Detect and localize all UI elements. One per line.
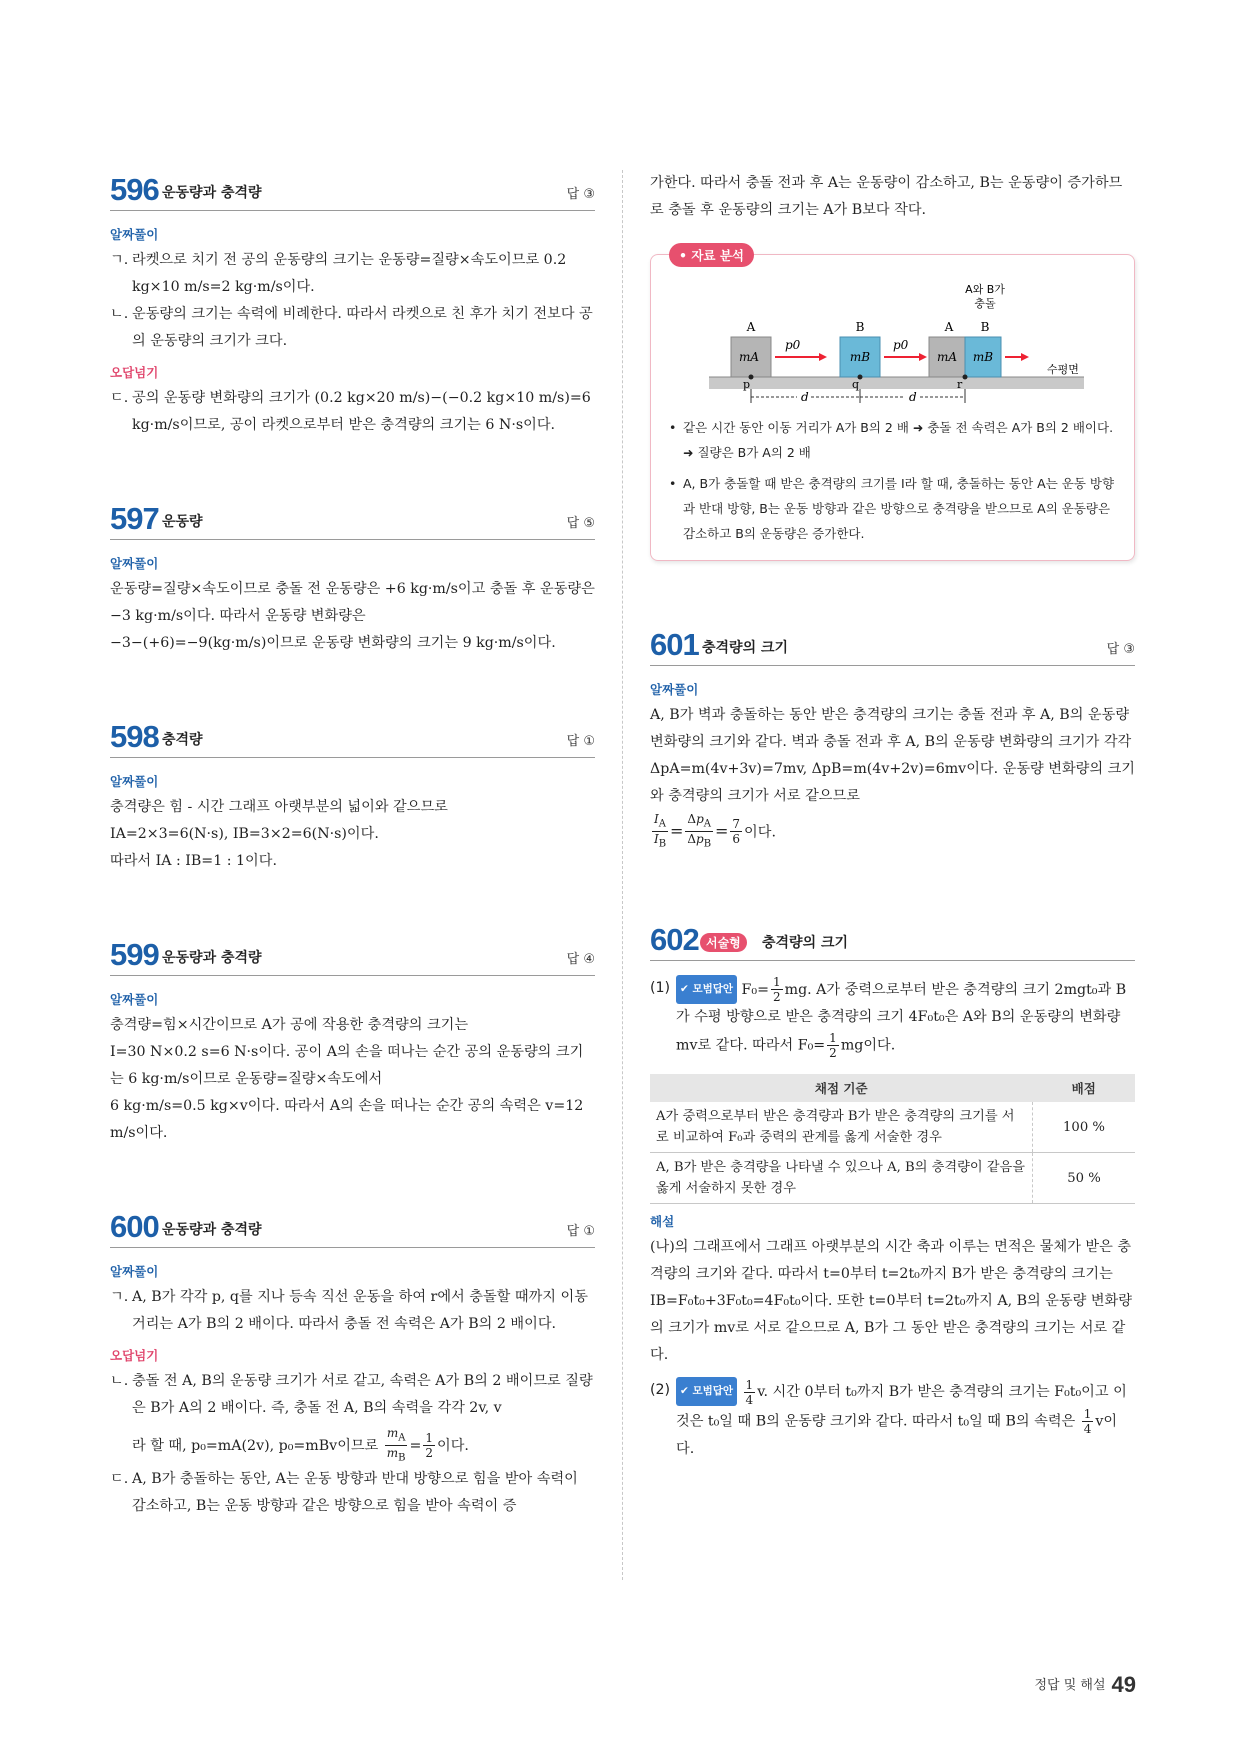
item-marker: ㄷ.: [110, 1470, 129, 1487]
floor-label: 수평면: [1047, 363, 1079, 376]
fraction-impulse-ratio: $\frac{I_A}{I_B}$: [653, 812, 667, 850]
question-header: [650, 625, 1135, 666]
fraction-half: $\frac{1}{2}$: [425, 1431, 433, 1461]
label-A: A: [746, 320, 756, 334]
question-602: [650, 920, 1135, 1463]
answer-label: 답 ③: [1106, 642, 1135, 657]
mass-B-collide: mB: [972, 350, 994, 364]
item-marker: ㄴ.: [110, 306, 129, 322]
item-text: 충돌 전 A, B의 운동량 크기가 서로 같고, 속력은 A가 B의 2 배이므로 질량은 B가 A의 2 배이다. 즉, 충돌 전 A, B의 속력을 각각 2v, v: [132, 1373, 593, 1416]
model-answer-tag: ✔ 모범답안: [676, 1377, 737, 1406]
paragraph: 충격량은 힘 - 시간 그래프 아랫부분의 넓이와 같으므로: [110, 799, 448, 815]
item-text: F₀=: [797, 1037, 826, 1054]
answer-label: 답 ④: [566, 952, 595, 967]
paragraph: IA=2×3=6(N·s), IB=3×2=6(N·s)이다.: [110, 826, 379, 842]
list-item: [110, 1368, 595, 1466]
fraction-seven-sixths: $\frac{7}{6}$: [732, 817, 741, 847]
label-collide-1: A와 B가: [965, 283, 1005, 296]
list-item: [110, 301, 595, 355]
table-cell: A가 중력으로부터 받은 충격량과 B가 받은 충격량의 크기를 서로 비교하여 F₀과 중력의 관계를 옳게 서술한 경우: [650, 1102, 1033, 1153]
item-text: 공의 운동량 변화량의 크기가 (0.2 kg×20 m/s)−(−0.2 kg×10 m/s)=6 kg·m/s이므로, 공이 라켓으로부터 받은 충격량의 크기는 6 N·s이다.: [132, 390, 591, 433]
question-header: [650, 920, 1135, 961]
item-text: mg. A가 중력으로부터 받은 충격량의 크기 2mgt₀과 B가 수평 방향으로 받은 충격량의 크기 4F₀t₀은 A와 B의 운동량의 변화량 mv로 같다. 따라서: [676, 981, 1127, 1054]
item-text: v. 시간 0부터 t₀까지 B가 받은 충격량의 크기는 F₀t₀이고 이것은 t₀일 때 B의 운동량 크기와 같다. 따라서 t₀일 때 B의 속력은: [676, 1384, 1127, 1430]
item-text: F₀=: [741, 981, 769, 998]
subheading: 알짜풀이: [110, 556, 159, 571]
label-r: r: [957, 378, 963, 391]
subheading: 해설: [650, 1214, 675, 1230]
table-cell: 50 %: [1033, 1153, 1136, 1204]
question-597: [110, 499, 595, 657]
list-item: [110, 1284, 595, 1338]
list-item: [110, 385, 595, 439]
footer-label: 정답 및 해설: [1034, 1678, 1106, 1693]
arrow-head: [1021, 353, 1029, 361]
table-row: [650, 1153, 1135, 1204]
table-header: 배점: [1033, 1074, 1136, 1102]
floor: [709, 377, 1084, 389]
item-marker: ㄱ.: [110, 1289, 129, 1305]
essay-badge: 서술형: [700, 933, 747, 952]
mass-A-collide: mA: [936, 350, 958, 364]
question-header: [110, 935, 595, 976]
bullet-dot: •: [669, 420, 677, 435]
subheading: 알짜풀이: [110, 1264, 159, 1279]
label-B-collide: B: [980, 320, 990, 334]
item-text: 라 할 때, p₀=mA(2v), p₀=mBv이므로: [132, 1437, 379, 1454]
paragraph-continued: 가한다. 따라서 충돌 전과 후 A는 운동량이 감소하고, B는 운동량이 증가하므로 충돌 후 운동량의 크기는 A가 B보다 작다.: [650, 175, 1123, 218]
question-number: 599: [110, 937, 159, 972]
question-number: 597: [110, 501, 159, 536]
fraction-line: $\frac{I_A}{I_B}$ = $\frac{\Delta p_A}{\Delta p_B}$ = $\frac{7}{6}$ 이다.: [653, 812, 776, 850]
momentum-B: p0: [893, 338, 909, 352]
list-item: [110, 247, 595, 301]
item-text: 운동량의 크기는 속력에 비례한다. 따라서 라켓으로 친 후가 치기 전보다 공의 운동량의 크기가 크다.: [132, 306, 593, 349]
question-header: [110, 170, 595, 211]
answer-label: 답 ①: [566, 734, 595, 749]
question-header: [110, 717, 595, 758]
item-text: 이다.: [436, 1437, 469, 1454]
question-number: 600: [110, 1209, 159, 1244]
arrow-head: [919, 353, 927, 361]
mass-A: mA: [738, 350, 760, 364]
item-marker: ㄷ.: [110, 390, 129, 406]
label-q: q: [852, 378, 860, 391]
table-cell: A, B가 받은 충격량을 나타낼 수 있으나 A, B의 충격량이 같음을 옳게 서술하지 못한 경우: [650, 1153, 1033, 1204]
model-answer-tag: ✔ 모범답안: [676, 975, 737, 1004]
fraction-line: 라 할 때, p₀=mA(2v), p₀=mBv이므로 $\frac{m_A}{m_B}$ = $\frac{1}{2}$ 이다.: [132, 1426, 469, 1464]
collision-diagram: [669, 277, 1118, 407]
list-item: [110, 1466, 595, 1520]
question-number: 601: [650, 627, 699, 662]
fraction-half: $\frac{1}{2}$: [772, 975, 781, 1005]
paragraph: A, B가 벽과 충돌하는 동안 받은 충격량의 크기는 충돌 전과 후 A, B의 운동량 변화량의 크기와 같다. 벽과 충돌 전과 후 A, B의 운동량 변화량의 크기가 각각 ΔpA=m(4v+3v)=7mv, ΔpB=m(4v+2v)=6mv이다. 운동량 변화량의 크기와 충격량의 크기가 서로 같으므로: [650, 707, 1135, 804]
fraction-momentum-ratio: $\frac{\Delta p_A}{\Delta p_B}$: [687, 812, 712, 850]
question-title: 운동량과 충격량: [162, 950, 262, 966]
paragraph: 6 kg·m/s=0.5 kg×v이다. 따라서 A의 손을 떠나는 순간 공의 속력은 v=12 m/s이다.: [110, 1098, 584, 1141]
part-marker: (1): [650, 979, 671, 996]
fraction-quarter: $\frac{1}{4}$: [1083, 1406, 1092, 1436]
bullet-item: [669, 471, 1116, 546]
subheading: 알짜풀이: [650, 682, 699, 697]
question-title: 운동량과 충격량: [162, 1222, 262, 1238]
paragraph: −3−(+6)=−9(kg·m/s)이므로 운동량 변화량의 크기는 9 kg·m/s이다.: [110, 635, 556, 651]
question-title: 충격량: [162, 732, 203, 748]
box-tag: • 자료 분석: [669, 243, 754, 267]
question-601: [650, 625, 1135, 852]
question-header: [110, 1207, 595, 1248]
label-p: p: [743, 378, 751, 391]
fraction-mass-ratio: $\frac{m_A}{m_B}$: [386, 1426, 406, 1464]
momentum-A: p0: [785, 338, 801, 352]
subheading: 오답넘기: [110, 1348, 159, 1363]
question-title: 운동량: [162, 514, 203, 530]
question-599: [110, 935, 595, 1147]
question-title: 충격량의 크기: [762, 934, 849, 951]
bullet-text: A, B가 충돌할 때 받은 충격량의 크기를 I라 할 때, 충돌하는 동안 A는 운동 방향과 반대 방향, B는 운동 방향과 같은 방향으로 충격량을 받으므로 A의 운동량은 감소하고 B의 운동량은 증가한다.: [683, 476, 1115, 541]
paragraph: 이다.: [744, 824, 776, 841]
question-header: [110, 499, 595, 540]
item-text: 라켓으로 치기 전 공의 운동량의 크기는 운동량=질량×속도이므로 0.2 kg×10 m/s=2 kg·m/s이다.: [132, 252, 567, 295]
answer-part-1: [650, 975, 1135, 1061]
answer-label: 답 ⑤: [566, 516, 595, 531]
data-analysis-box: [650, 248, 1135, 561]
question-596: [110, 170, 595, 439]
subheading: 알짜풀이: [110, 227, 159, 242]
item-marker: ㄱ.: [110, 252, 129, 268]
paragraph: 따라서 IA : IB=1 : 1이다.: [110, 853, 277, 869]
right-column: [650, 170, 1135, 1463]
item-text: A, B가 충돌하는 동안, A는 운동 방향과 반대 방향으로 힘을 받아 속력이 감소하고, B는 운동 방향과 같은 방향으로 힘을 받아 속력이 증: [132, 1470, 578, 1514]
scoring-table: [650, 1074, 1135, 1204]
question-title: 운동량과 충격량: [162, 185, 262, 201]
answer-label: 답 ③: [566, 187, 595, 202]
point-r: [963, 375, 968, 380]
table-header: 채점 기준: [650, 1074, 1033, 1102]
label-collide-2: 충돌: [974, 297, 996, 310]
label-A-collide: A: [944, 320, 954, 334]
page-footer: [1034, 1672, 1136, 1698]
part-marker: (2): [650, 1382, 671, 1399]
question-number: 602: [650, 921, 699, 957]
table-row: [650, 1102, 1135, 1153]
table-header-row: [650, 1074, 1135, 1102]
question-598: [110, 717, 595, 875]
item-text: v이다.: [676, 1413, 1118, 1457]
distance-d: d: [801, 390, 809, 404]
paragraph: (나)의 그래프에서 그래프 아랫부분의 시간 축과 이루는 면적은 물체가 받은 충격량의 크기와 같다. 따라서 t=0부터 t=2t₀까지 B가 받은 충격량의 크기는 IB=F₀t₀+3F₀t₀=4F₀t₀이다. 또한 t=0부터 t=2t₀까지 A, B의 운동량 변화량의 크기가 mv로 서로 같으므로 A, B가 그 동안 받은 충격량의 크기는 서로 같다.: [650, 1239, 1132, 1364]
subheading: 오답넘기: [110, 365, 159, 380]
question-title: 충격량의 크기: [702, 640, 789, 656]
bullet-dot: •: [669, 476, 677, 491]
fraction-half: $\frac{1}{2}$: [829, 1031, 837, 1061]
item-text: A, B가 각각 p, q를 지나 등속 직선 운동을 하여 r에서 충돌할 때까지 이동 거리는 A가 B의 2 배이다. 따라서 충돌 전 속력은 A가 B의 2 배이다.: [132, 1289, 588, 1332]
paragraph: 운동량=질량×속도이므로 충돌 전 운동량은 +6 kg·m/s이고 충돌 후 운동량은 −3 kg·m/s이다. 따라서 운동량 변화량은: [110, 581, 595, 624]
question-number: 596: [110, 172, 159, 207]
bullet-text: 같은 시간 동안 이동 거리가 A가 B의 2 배 ➜ 충돌 전 속력은 A가 B의 2 배이다. ➜ 질량은 B가 A의 2 배: [683, 420, 1114, 460]
paragraph: 충격량=힘×시간이므로 A가 공에 작용한 충격량의 크기는: [110, 1017, 469, 1033]
subheading: 알짜풀이: [110, 774, 159, 789]
paragraph: I=30 N×0.2 s=6 N·s이다. 공이 A의 손을 떠나는 순간 공의 운동량의 크기는 6 kg·m/s이므로 운동량=질량×속도에서: [110, 1044, 584, 1087]
label-B: B: [855, 320, 865, 334]
question-number: 598: [110, 719, 159, 754]
item-marker: ㄴ.: [110, 1373, 129, 1389]
fraction-quarter: $\frac{1}{4}$: [745, 1377, 754, 1407]
answer-part-2: [650, 1377, 1135, 1463]
item-text: mg이다.: [840, 1037, 896, 1054]
answer-label: 답 ①: [566, 1224, 595, 1239]
question-600: [110, 1207, 595, 1520]
arrow-head: [819, 353, 827, 361]
bullet-item: [669, 415, 1116, 465]
column-divider: [622, 170, 623, 1580]
page-number: 49: [1111, 1672, 1136, 1697]
table-cell: 100 %: [1033, 1102, 1136, 1153]
distance-d: d: [909, 390, 917, 404]
mass-B: mB: [849, 350, 871, 364]
left-column: [110, 170, 595, 1520]
subheading: 알짜풀이: [110, 992, 159, 1007]
